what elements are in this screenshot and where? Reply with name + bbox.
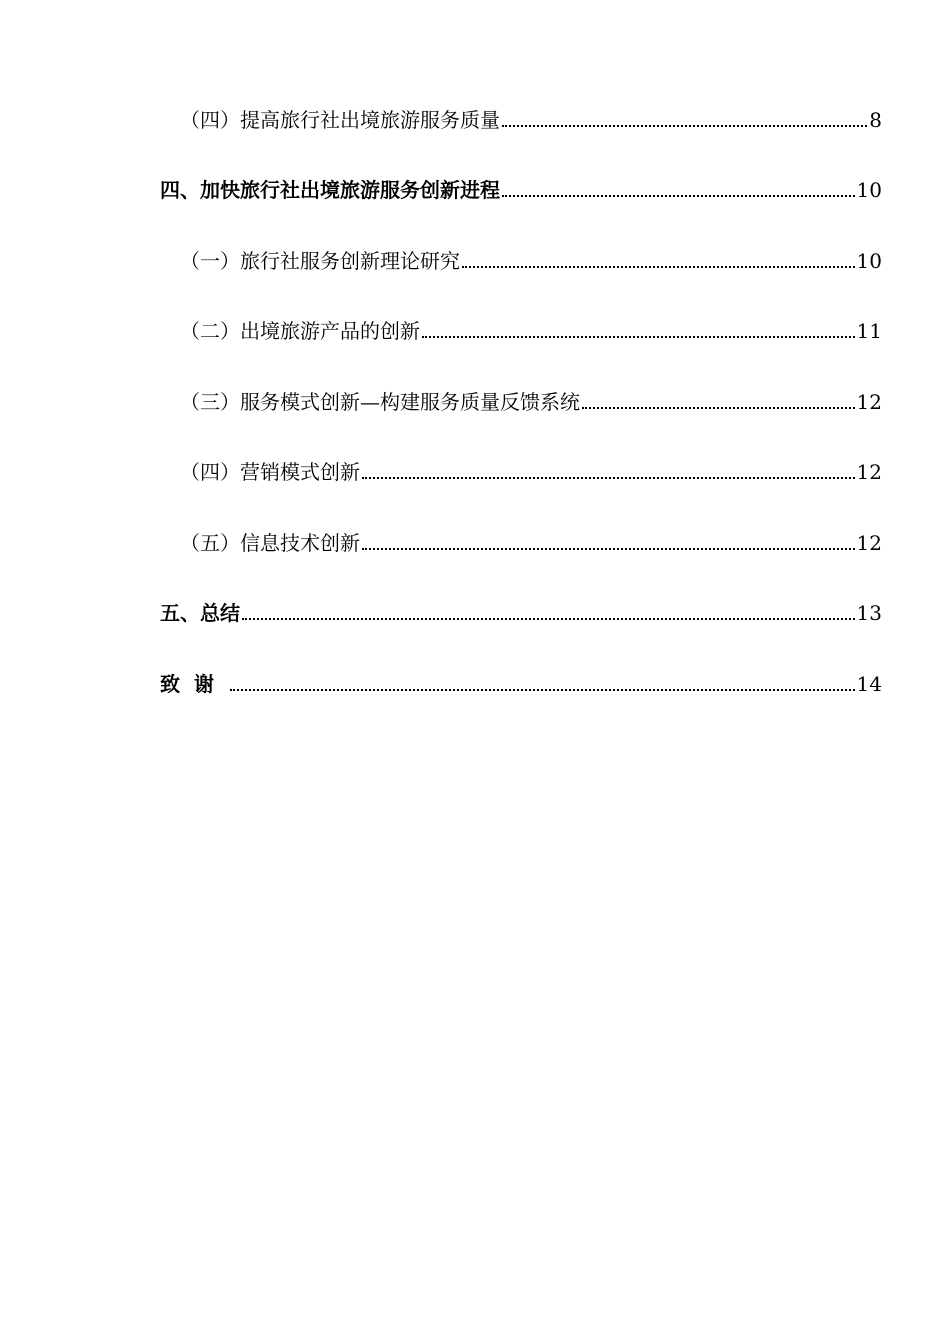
toc-entry-it-innovation[interactable] — [180, 523, 882, 555]
dot-leader — [502, 195, 855, 197]
toc-entry-title: （四）提高旅行社出境旅游服务质量 — [180, 108, 500, 132]
toc-entry-title: （五）信息技术创新 — [180, 531, 360, 555]
dot-leader — [502, 125, 867, 127]
toc-entry-page: 10 — [856, 249, 882, 273]
dot-leader — [242, 618, 855, 620]
toc-entry-title: 五、总结 — [160, 601, 240, 625]
dot-leader — [462, 266, 855, 268]
toc-entry-service-model-innovation[interactable] — [180, 382, 882, 414]
toc-entry-section-5[interactable] — [160, 593, 882, 625]
toc-entry-title: 四、加快旅行社出境旅游服务创新进程 — [160, 178, 500, 202]
toc-entry-page: 12 — [856, 390, 882, 414]
toc-entry-product-innovation[interactable] — [180, 311, 882, 343]
toc-entry-marketing-innovation[interactable] — [180, 452, 882, 484]
dot-leader — [422, 336, 855, 338]
dot-leader — [582, 407, 855, 409]
toc-entry-acknowledgements[interactable] — [160, 664, 882, 696]
toc-entry-title: （二）出境旅游产品的创新 — [180, 319, 420, 343]
dot-leader — [362, 477, 855, 479]
toc-entry-page: 13 — [856, 601, 882, 625]
toc-entry-title: （一）旅行社服务创新理论研究 — [180, 249, 460, 273]
toc-entry-title: 致谢 — [160, 672, 228, 696]
toc-entry-page: 14 — [856, 672, 882, 696]
toc-entry-page: 8 — [869, 108, 882, 132]
toc-entry-section-4[interactable] — [160, 170, 882, 202]
toc-entry-title: （四）营销模式创新 — [180, 460, 360, 484]
toc-entry-innovation-theory[interactable] — [180, 241, 882, 273]
toc-entry-page: 12 — [856, 460, 882, 484]
toc-entry-page: 10 — [856, 178, 882, 202]
toc-entry-improve-service-quality[interactable] — [180, 100, 882, 132]
toc-entry-title: （三）服务模式创新—构建服务质量反馈系统 — [180, 390, 580, 414]
toc-entry-page: 12 — [856, 531, 882, 555]
toc-entry-page: 11 — [856, 319, 882, 343]
dot-leader — [362, 548, 855, 550]
dot-leader — [230, 689, 855, 691]
